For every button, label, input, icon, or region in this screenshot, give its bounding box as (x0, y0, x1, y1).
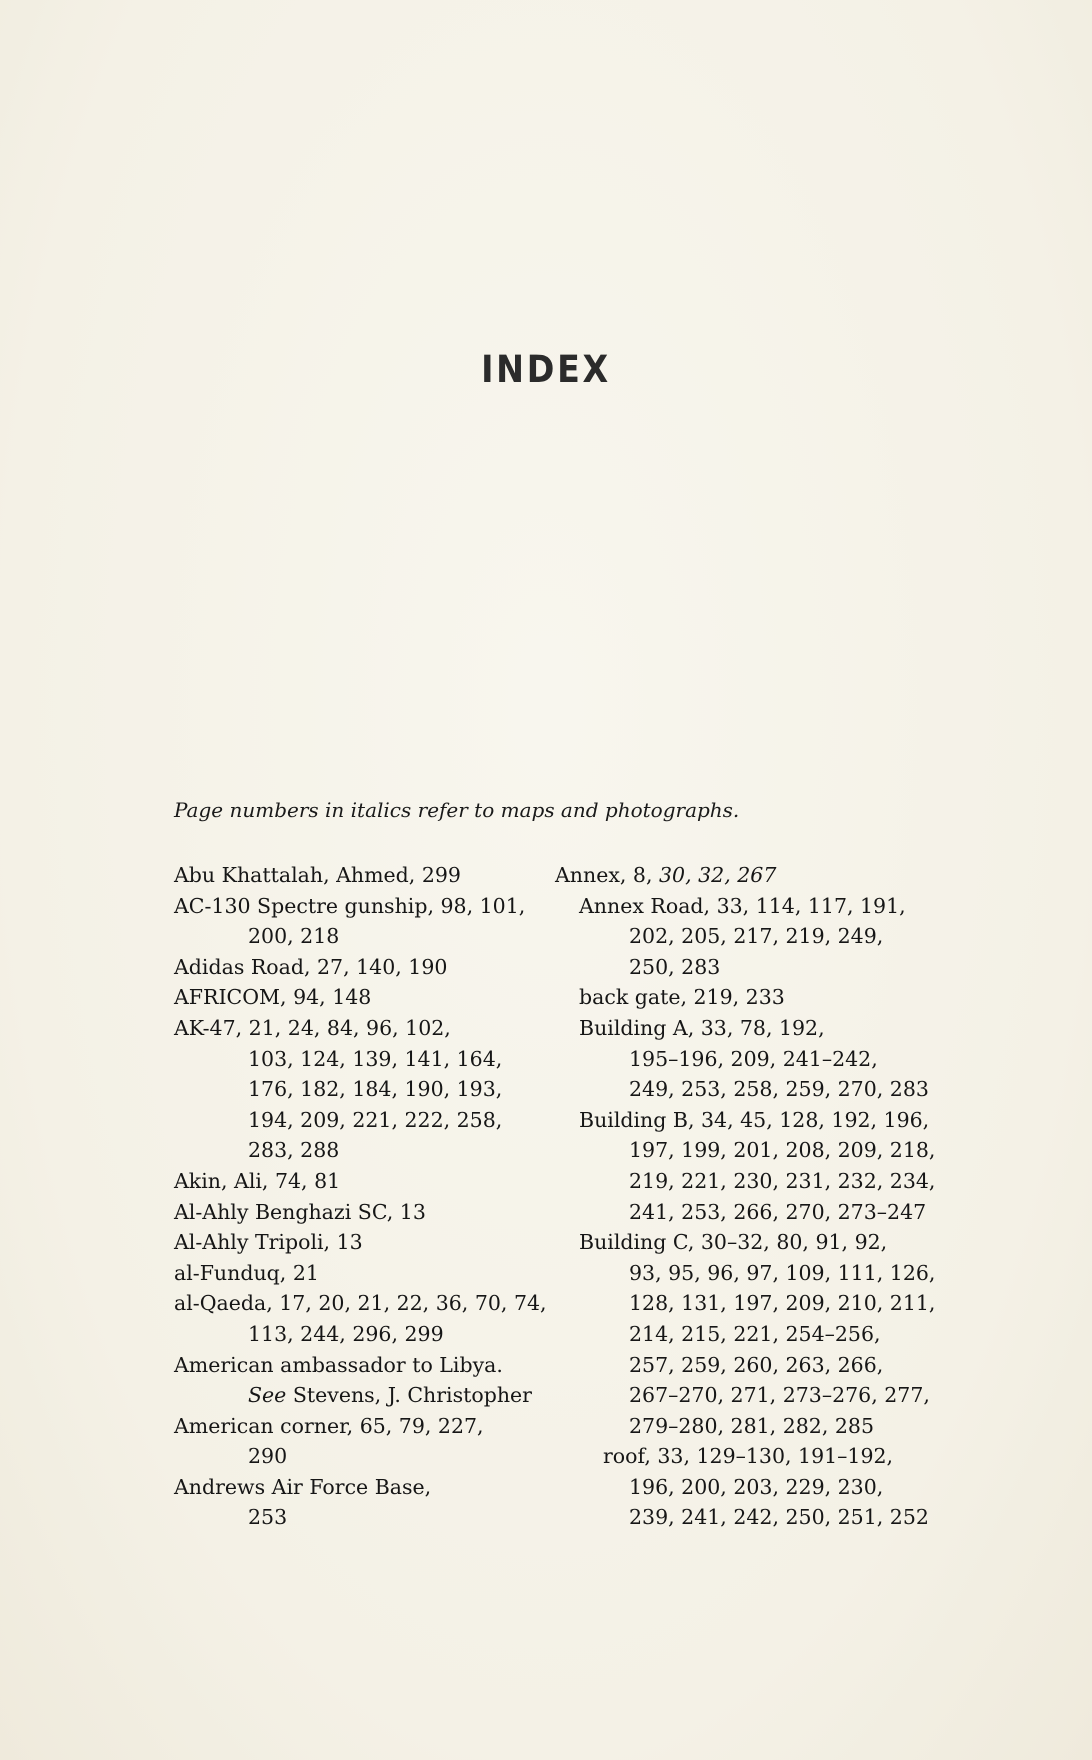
entry-text: Building A, 33, 78, 192, (579, 1015, 825, 1040)
index-entry-line (174, 1258, 547, 1289)
index-entry-line (174, 1105, 547, 1136)
index-entry-line (174, 952, 547, 983)
entry-text: 93, 95, 96, 97, 109, 111, 126, (629, 1260, 936, 1285)
entry-text: 257, 259, 260, 263, 266, (629, 1352, 884, 1377)
index-entry-line (174, 1472, 547, 1503)
index-entry-line (174, 1227, 547, 1258)
index-entry-line (174, 891, 547, 922)
index-entry-line (555, 1411, 935, 1442)
index-entry-line (555, 1197, 935, 1228)
index-entry-line (555, 1319, 935, 1350)
index-entry-line (555, 1074, 935, 1105)
entry-text: American corner, 65, 79, 227, (174, 1413, 484, 1438)
entry-text: 267–270, 271, 273–276, 277, (629, 1383, 930, 1408)
entry-text: 196, 200, 203, 229, 230, (629, 1474, 884, 1499)
index-entry-line (174, 1380, 547, 1411)
index-entry-line (555, 891, 935, 922)
entry-text: 249, 253, 258, 259, 270, 283 (629, 1077, 929, 1102)
index-entry-line (555, 1350, 935, 1381)
index-entry-line (555, 1441, 935, 1472)
index-entry-line (555, 921, 935, 952)
index-entry-line (555, 1013, 935, 1044)
entry-text: Annex Road, 33, 114, 117, 191, (579, 893, 906, 918)
entry-text: 253 (248, 1505, 288, 1530)
entry-text: 214, 215, 221, 254–256, (629, 1321, 881, 1346)
entry-text: Al-Ahly Benghazi SC, 13 (174, 1199, 426, 1224)
entry-text: Andrews Air Force Base, (174, 1474, 432, 1499)
entry-text: AFRICOM, 94, 148 (174, 985, 372, 1010)
index-entry-line (174, 1044, 547, 1075)
entry-text: 113, 244, 296, 299 (248, 1321, 444, 1346)
page-title: INDEX (481, 348, 611, 391)
index-entry-line (174, 1013, 547, 1044)
entry-text: roof, 33, 129–130, 191–192, (603, 1444, 894, 1469)
index-entry-line (555, 1258, 935, 1289)
entry-text: Akin, Ali, 74, 81 (174, 1168, 341, 1193)
entry-text: 279–280, 281, 282, 285 (629, 1413, 874, 1438)
entry-text: Annex, 8, (555, 863, 660, 887)
index-entry-line (174, 921, 547, 952)
entry-text: 239, 241, 242, 250, 251, 252 (629, 1505, 929, 1530)
index-entry-line (174, 1197, 547, 1228)
index-entry-line (174, 1074, 547, 1105)
index-entry-line (555, 1105, 935, 1136)
index-entry-line (174, 1441, 547, 1472)
entry-text: 250, 283 (629, 954, 721, 979)
entry-text: 200, 218 (248, 924, 340, 949)
index-entry-line (174, 1411, 547, 1442)
index-entry-line (174, 1350, 547, 1381)
index-entry-line (555, 1044, 935, 1075)
entry-text: Stevens, J. Christopher (286, 1383, 532, 1408)
index-entry-line (174, 982, 547, 1013)
entry-text: al-Qaeda, 17, 20, 21, 22, 36, 70, 74, (174, 1291, 547, 1316)
entry-italic-text: See (248, 1383, 287, 1408)
entry-text: Al-Ahly Tripoli, 13 (174, 1230, 363, 1255)
entry-text: 241, 253, 266, 270, 273–247 (629, 1199, 927, 1224)
index-entry-line (174, 860, 547, 891)
entry-text: back gate, 219, 233 (579, 985, 785, 1010)
index-entry-line (174, 1135, 547, 1166)
index-entry-line (174, 1502, 547, 1533)
index-entry-line (174, 1288, 547, 1319)
index-column-right (555, 860, 935, 1533)
entry-text: American ambassador to Libya. (174, 1352, 503, 1377)
entry-italic-text: 30, 32, 267 (659, 863, 777, 887)
entry-text: Abu Khattalah, Ahmed, 299 (174, 863, 461, 887)
entry-text: Adidas Road, 27, 140, 190 (174, 954, 448, 979)
entry-text: 202, 205, 217, 219, 249, (629, 924, 884, 949)
index-entry-line (555, 952, 935, 983)
index-entry-line (555, 1288, 935, 1319)
entry-text: 290 (248, 1444, 288, 1469)
index-entry-line (555, 982, 935, 1013)
index-entry-line (555, 860, 935, 891)
index-entry-line (174, 1319, 547, 1350)
entry-text: 195–196, 209, 241–242, (629, 1046, 878, 1071)
entry-text: Building B, 34, 45, 128, 192, 196, (579, 1107, 930, 1132)
index-entry-line (555, 1166, 935, 1197)
index-column-left (174, 860, 547, 1533)
entry-text: 219, 221, 230, 231, 232, 234, (629, 1168, 936, 1193)
index-entry-line (555, 1502, 935, 1533)
entry-text: AK-47, 21, 24, 84, 96, 102, (174, 1015, 451, 1040)
index-entry-line (555, 1380, 935, 1411)
entry-text: 103, 124, 139, 141, 164, (248, 1046, 503, 1071)
entry-text: AC-130 Spectre gunship, 98, 101, (174, 893, 526, 918)
index-entry-line (555, 1472, 935, 1503)
italics-note: Page numbers in italics refer to maps and photographs. (174, 798, 740, 822)
entry-text: 128, 131, 197, 209, 210, 211, (629, 1291, 936, 1316)
entry-text: Building C, 30–32, 80, 91, 92, (579, 1230, 888, 1255)
entry-text: 194, 209, 221, 222, 258, (248, 1107, 503, 1132)
entry-text: 176, 182, 184, 190, 193, (248, 1077, 503, 1102)
entry-text: 283, 288 (248, 1138, 340, 1163)
index-entry-line (174, 1166, 547, 1197)
index-entry-line (555, 1227, 935, 1258)
entry-text: al-Funduq, 21 (174, 1260, 319, 1285)
entry-text: 197, 199, 201, 208, 209, 218, (629, 1138, 936, 1163)
index-entry-line (555, 1135, 935, 1166)
